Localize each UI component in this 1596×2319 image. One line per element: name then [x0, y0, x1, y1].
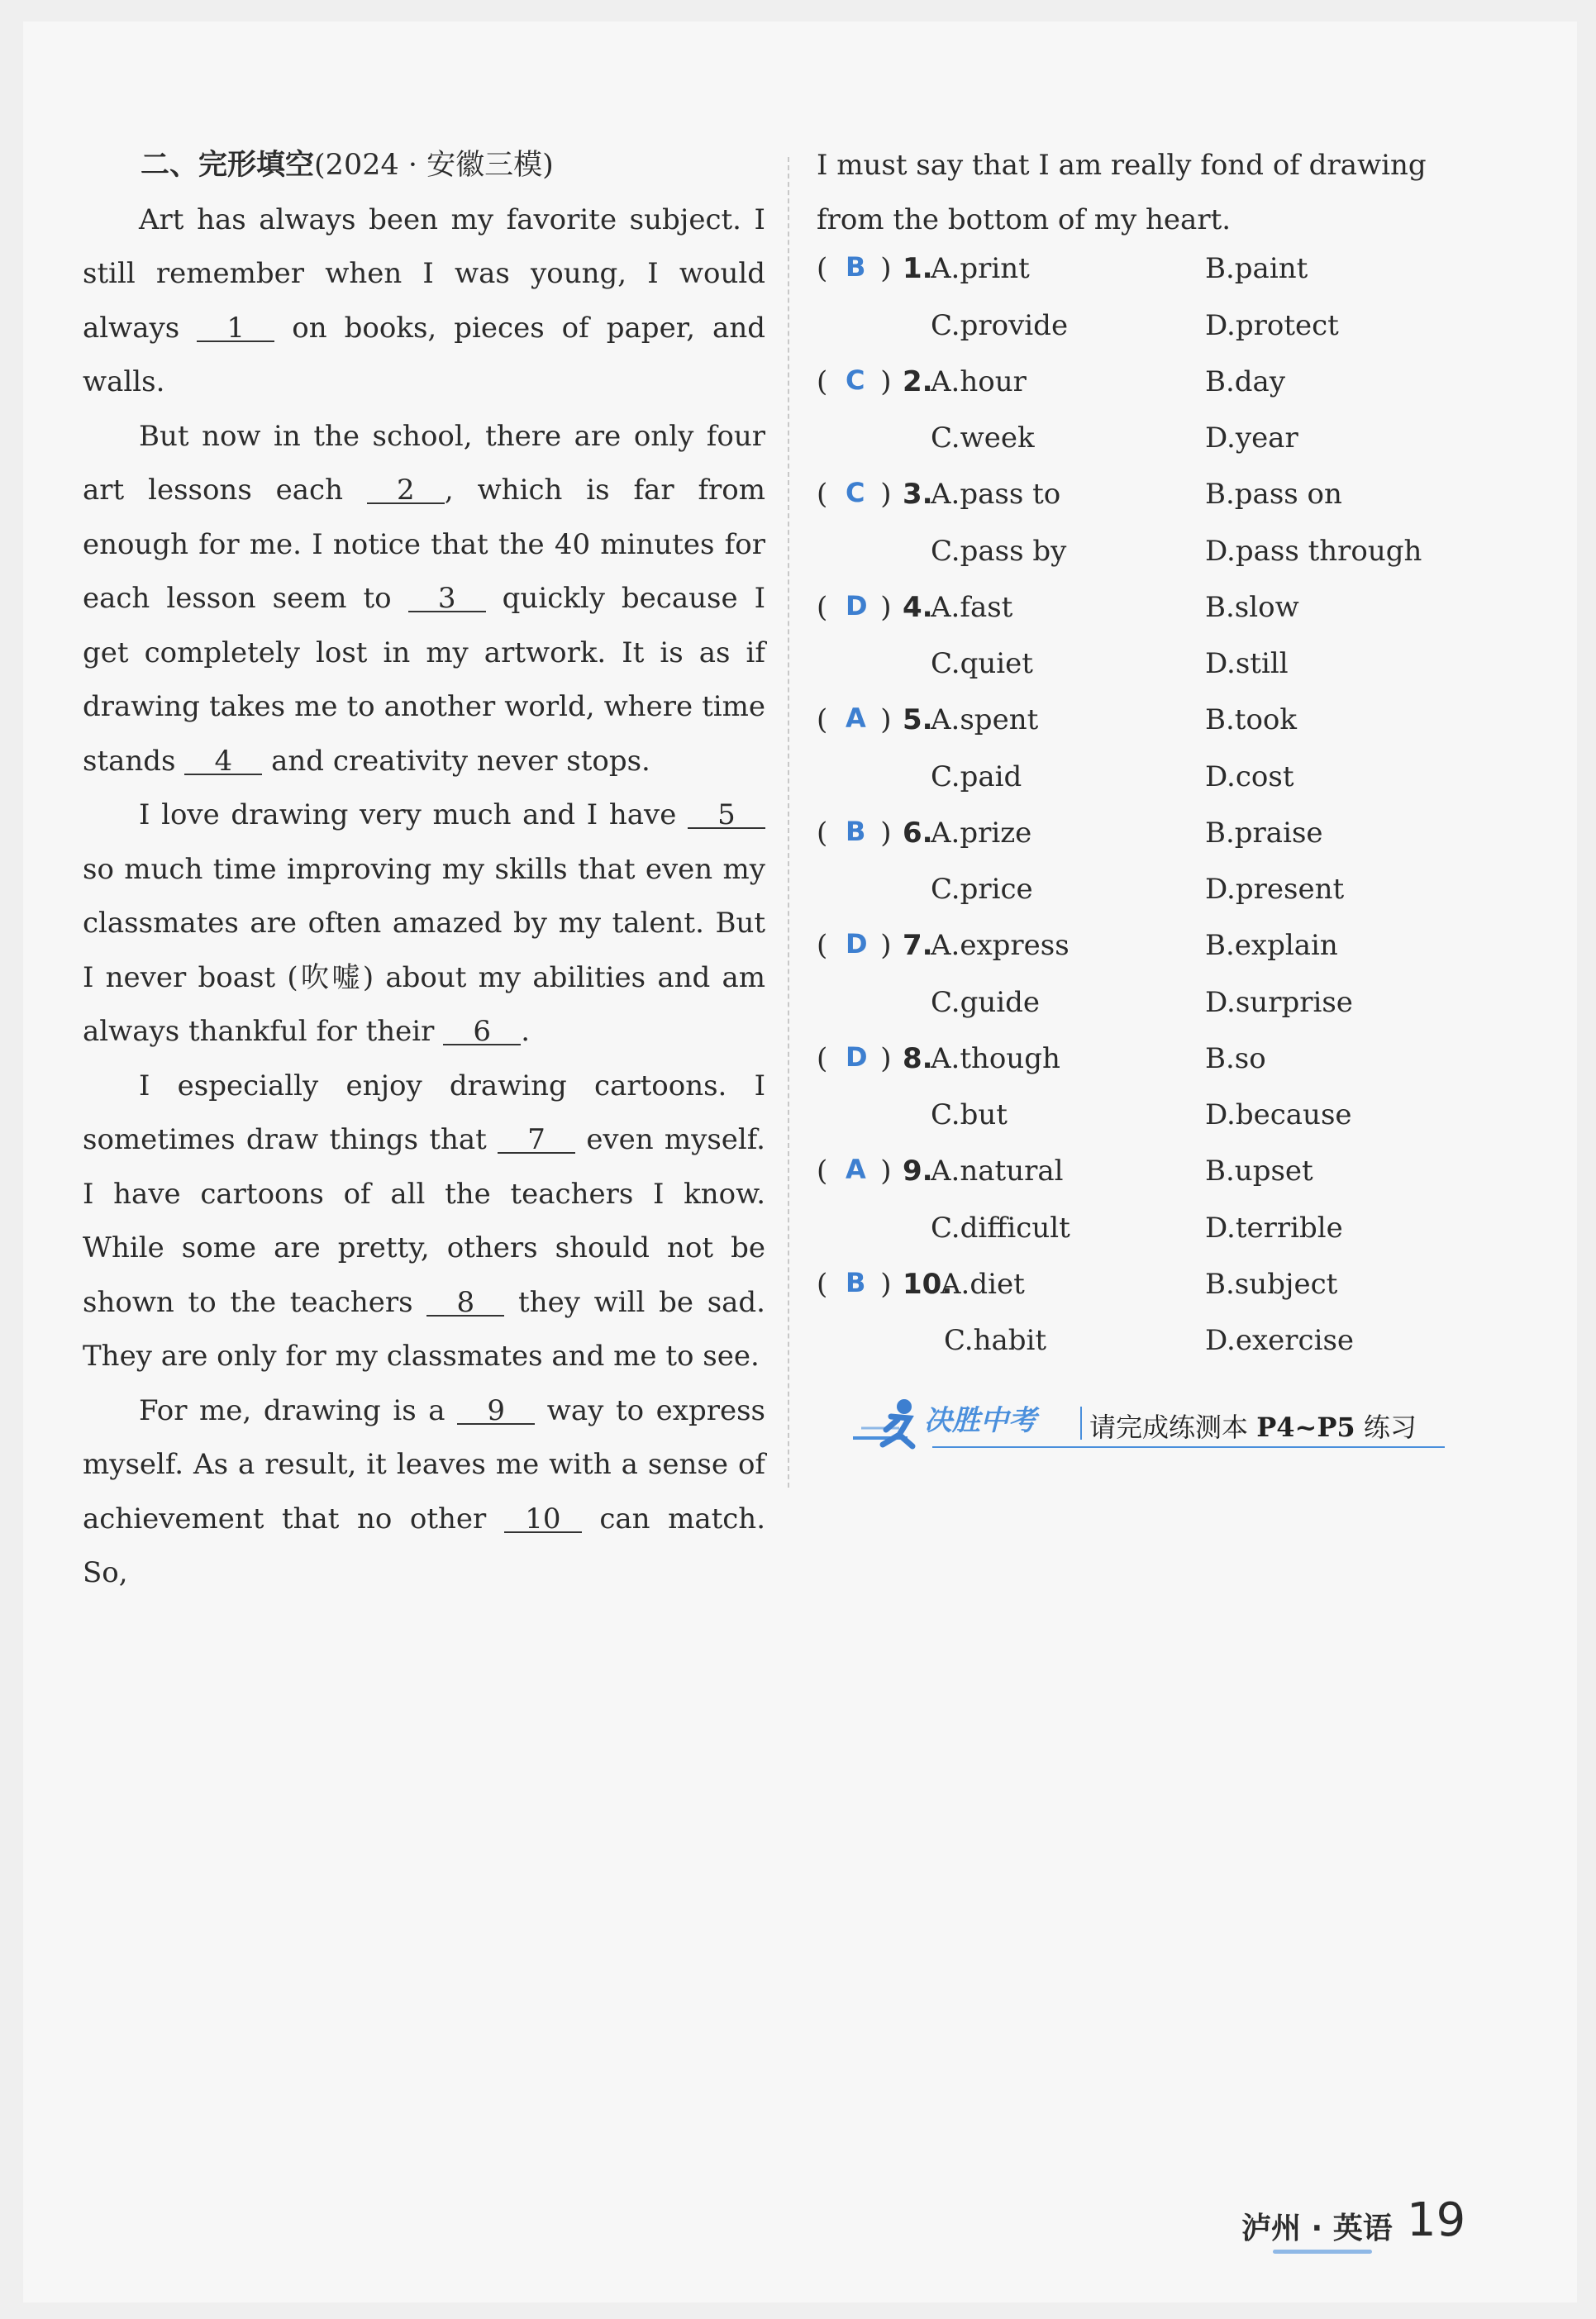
option-c: C.but: [931, 1098, 1008, 1131]
option-b: B.upset: [1205, 1155, 1313, 1188]
question-number: 6.: [903, 816, 933, 850]
option-a: A.diet: [941, 1267, 1025, 1301]
option-a: A.spent: [931, 703, 1039, 736]
option-b: B.day: [1205, 364, 1286, 398]
option-d: D.cost: [1205, 760, 1294, 793]
answer-letter: B: [846, 815, 866, 847]
blank-7: 7: [498, 1127, 575, 1154]
option-d: D.surprise: [1205, 985, 1353, 1019]
option-a: A.express: [931, 929, 1070, 962]
blank-6: 6: [443, 1019, 521, 1045]
option-a: A.hour: [931, 364, 1027, 398]
banner-underline: [932, 1446, 1445, 1448]
option-b: B.paint: [1205, 252, 1308, 285]
passage-text: .: [521, 1015, 531, 1048]
footer-rule: [1273, 2250, 1372, 2254]
answer-letter: B: [846, 251, 866, 283]
option-c: C.pass by: [931, 534, 1067, 568]
question-number: 2.: [903, 364, 933, 398]
option-b: B.slow: [1205, 590, 1299, 624]
passage-body: [83, 193, 765, 1601]
question-number: 10.: [903, 1267, 953, 1301]
answer-bracket: ( ): [817, 1041, 892, 1075]
option-c: C.price: [931, 873, 1033, 906]
question-number: 1.: [903, 252, 933, 285]
passage-text: But now in the school, there are only four art lessons each: [83, 419, 765, 507]
option-a: A.fast: [931, 590, 1013, 624]
question-number: 3.: [903, 478, 933, 511]
passage-text: way to express myself. As a result, it leaves me with a sense of achievement that no other: [83, 1393, 766, 1536]
passage-paragraph: [83, 410, 765, 789]
blank-10: 10: [504, 1507, 582, 1533]
question-number: 9.: [903, 1155, 933, 1188]
question-number: 7.: [903, 929, 933, 962]
question-number: 5.: [903, 703, 933, 736]
passage-text: , which is far from enough for me. I notice that the 40 minutes for each lesson seem to: [83, 474, 765, 615]
passage-text: can match. So,: [83, 1502, 766, 1589]
cloze-passage: [83, 139, 765, 1601]
option-d: D.present: [1205, 873, 1345, 906]
option-b: B.explain: [1205, 929, 1338, 962]
option-a: A.pass to: [931, 478, 1061, 511]
option-b: B.took: [1205, 703, 1297, 736]
answer-letter: B: [846, 1266, 866, 1298]
footer-label: 泸州 · 英语: [1241, 2212, 1393, 2245]
section-title: 二、完形填空(2024 · 安徽三模): [141, 149, 554, 182]
passage-text: and creativity never stops.: [262, 744, 650, 778]
answer-bracket: ( ): [817, 252, 892, 285]
option-c: C.guide: [931, 985, 1041, 1019]
option-d: D.protect: [1205, 308, 1339, 342]
answer-bracket: ( ): [817, 590, 892, 624]
blank-4: 4: [184, 749, 262, 775]
passage-text: Art has always been my favorite subject. I still remember when I was young, I would always: [83, 202, 765, 345]
passage-text: For me, drawing is a: [139, 1393, 458, 1427]
option-d: D.still: [1205, 647, 1289, 680]
question-number: 4.: [903, 590, 933, 624]
answer-bracket: ( ): [817, 929, 892, 962]
option-a: A.natural: [931, 1155, 1064, 1188]
blank-3: 3: [408, 586, 486, 612]
answer-bracket: ( ): [817, 703, 892, 736]
option-c: C.week: [931, 421, 1035, 455]
option-c: C.difficult: [931, 1211, 1070, 1245]
option-d: D.year: [1205, 421, 1298, 455]
blank-1: 1: [197, 316, 274, 342]
blank-9: 9: [457, 1398, 535, 1425]
answer-letter: C: [846, 364, 865, 396]
answer-letter: A: [846, 1154, 866, 1185]
answer-letter: D: [846, 928, 868, 960]
answer-bracket: ( ): [817, 478, 892, 511]
column-divider: [788, 157, 789, 1488]
page-number: 19: [1407, 2193, 1466, 2247]
answer-bracket: ( ): [817, 1155, 892, 1188]
answer-bracket: ( ): [817, 1267, 892, 1301]
passage-paragraph: [83, 788, 765, 1060]
option-d: D.terrible: [1205, 1211, 1343, 1245]
option-c: C.quiet: [931, 647, 1033, 680]
option-b: B.so: [1205, 1041, 1266, 1075]
passage-paragraph: [83, 193, 765, 410]
passage-text: I especially enjoy drawing cartoons. I sometimes draw things that: [83, 1069, 765, 1156]
option-c: C.habit: [944, 1324, 1047, 1357]
passage-text: quickly because I get completely lost in my artwork. It is as if drawing takes me to another world, where time stands: [83, 582, 766, 778]
option-b: B.pass on: [1205, 478, 1342, 511]
answer-letter: D: [846, 1040, 868, 1073]
blank-8: 8: [426, 1290, 504, 1317]
passage-text: I love drawing very much and I have: [139, 798, 688, 831]
banner-logo-text: 决胜中考: [924, 1404, 1036, 1437]
option-c: C.paid: [931, 760, 1022, 793]
option-b: B.praise: [1205, 816, 1323, 850]
passage-text: on books, pieces of paper, and walls.: [83, 311, 765, 398]
option-d: D.because: [1205, 1098, 1352, 1131]
passage-paragraph: [83, 1060, 765, 1384]
passage-ending: I must say that I am really fond of drawing from the bottom of my heart.: [817, 149, 1427, 236]
passage-text: so much time improving my skills that even my classmates are often amazed by my talent. But I never boast (吹嘘) about my abilities and am always thankful for their: [83, 852, 765, 1048]
passage-text: they will be sad. They are only for my classmates and me to see.: [83, 1285, 765, 1373]
option-d: D.exercise: [1205, 1324, 1355, 1357]
practice-banner: [850, 1395, 1428, 1455]
option-a: A.prize: [931, 816, 1032, 850]
option-a: A.print: [931, 252, 1030, 285]
answer-bracket: ( ): [817, 816, 892, 850]
banner-text: 请完成练测本 P4~P5 练习: [1089, 1412, 1417, 1443]
passage-text: even myself. I have cartoons of all the teachers I know. While some are pretty, others should not be shown to the teachers: [83, 1123, 765, 1319]
blank-2: 2: [367, 478, 445, 504]
answer-bracket: ( ): [817, 364, 892, 398]
passage-paragraph: [83, 1384, 765, 1601]
answer-letter: A: [846, 702, 866, 734]
answer-letter: D: [846, 589, 868, 621]
question-number: 8.: [903, 1041, 933, 1075]
option-b: B.subject: [1205, 1267, 1338, 1301]
option-a: A.though: [931, 1041, 1060, 1075]
blank-5: 5: [688, 802, 765, 829]
answer-letter: C: [846, 477, 865, 508]
option-d: D.pass through: [1205, 534, 1422, 568]
option-c: C.provide: [931, 308, 1069, 342]
